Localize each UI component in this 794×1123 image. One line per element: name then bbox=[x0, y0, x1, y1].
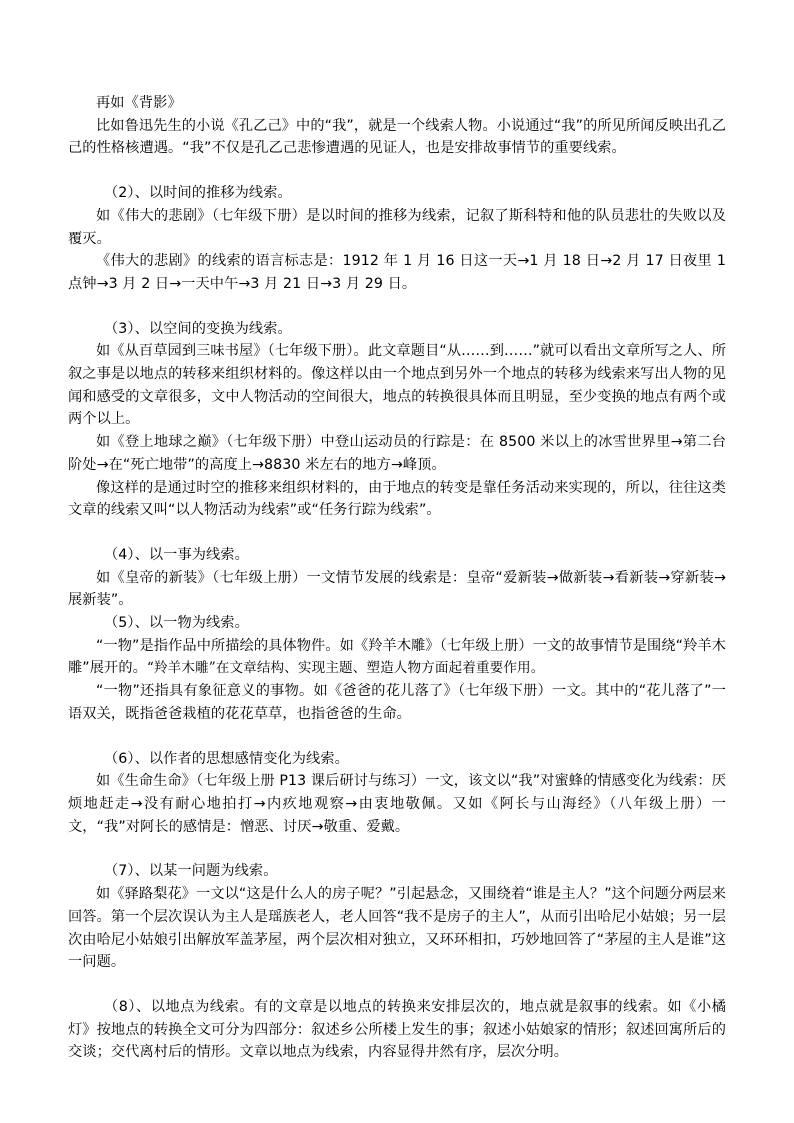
paragraph-yilu-lihua: 如《驿路梨花》一文以“这是什么人的房子呢？”引起悬念，又围绕着“谁是主人？”这个问题分两层来回答。第一个层次误认为主人是瑶族老人，老人回答“我不是房子的主人”，从而引出哈尼小姑娘；另一层次由哈尼小姑娘引出解放军盖茅屋，两个层次相对独立，又环环相扣，巧妙地回答了“茅屋的主人是谁”这一问题。 bbox=[68, 886, 726, 971]
section-heading-2: （2）、以时间的推移为线索。 bbox=[104, 185, 292, 202]
paragraph-diqiu-zhidian: 如《登上地球之巅》（七年级下册）中登山运动员的行踪是：在 8500 米以上的冰雪世界里→第二台阶处→在“死亡地带”的高度上→8830 米左右的地方→峰顶。 bbox=[68, 434, 726, 473]
section-heading-7: （7）、以某一问题为线索。 bbox=[104, 863, 278, 880]
paragraph-language-markers: 《伟大的悲剧》的线索的语言标志是：1912 年 1 月 16 日这一天→1 月 18 日→2 月 17 日夜里 1 点钟→3 月 2 日→一天中午→3 月 21 日→3 月 29 日。 bbox=[68, 253, 726, 292]
paragraph-baicaoyuan: 如《从百草园到三味书屋》（七年级下册）。此文章题目“从……到……”就可以看出文章所写之人、所叙之事是以地点的转移来组织材料的。像这样以由一个地点到另外一个地点的转移为线索来写出人物的见闻和感受的文章很多，文中人物活动的空间很大，地点的转换很具体而且明显，至少变换的地点有两个或两个以上。 bbox=[68, 343, 726, 428]
paragraph-huaer-luole: “一物”还指具有象征意义的事物。如《爸爸的花儿落了》（七年级下册）一文。其中的“花儿落了”一语双关，既指爸爸栽植的花花草草，也指爸爸的生命。 bbox=[68, 683, 726, 722]
section-heading-6: （6）、以作者的思想感情变化为线索。 bbox=[104, 750, 349, 767]
paragraph-beiying: 再如《背影》 bbox=[96, 95, 182, 111]
paragraph-section-8: （8）、以地点为线索。有的文章是以地点的转换来安排层次的，地点就是叙事的线索。如《小橘灯》按地点的转换全文可分为四部分：叙述乡公所楼上发生的事；叙述小姑娘家的情形；叙述回寓所后的交谈；交代离村后的情形。文章以地点为线索，内容显得井然有序，层次分明。 bbox=[68, 998, 726, 1061]
paragraph-huangdi-xinzhuang: 如《皇帝的新装》（七年级上册）一文情节发展的线索是：皇帝“爱新装→做新装→看新装→穿新装→展新装”。 bbox=[68, 569, 726, 609]
section-heading-3: （3）、以空间的变换为线索。 bbox=[104, 320, 292, 337]
paragraph-lingyang-mudiao bbox=[68, 635, 726, 680]
spacer bbox=[68, 160, 726, 182]
paragraph-lingyang-part1: “一物”是指作品中所描绘的具体物件。如《羚羊木雕》（七年级上册）一文的故事情节是围绕“羚羊木雕”展开的。 bbox=[68, 637, 726, 677]
section-heading-4: （4）、以一事为线索。 bbox=[104, 546, 249, 563]
document-body bbox=[68, 92, 726, 1064]
spacer bbox=[68, 296, 726, 318]
paragraph-kongyiji: 比如鲁迅先生的小说《孔乙己》中的“我”，就是一个线索人物。小说通过“我”的所见所闻反映出孔乙己的性格核遭遇。“我”不仅是孔乙己悲惨遭遇的见证人，也是安排故事情节的重要线索。 bbox=[68, 117, 726, 157]
spacer bbox=[68, 726, 726, 748]
paragraph-weida-beiju: 如《伟大的悲剧》（七年级下册）是以时间的推移为线索，记叙了斯科特和他的队员悲壮的失败以及覆灭。 bbox=[68, 207, 726, 247]
spacer bbox=[68, 522, 726, 544]
spacer bbox=[68, 838, 726, 860]
spacer bbox=[68, 974, 726, 996]
paragraph-renwu-huodong: 像这样的是通过时空的推移来组织材料的，由于地点的转变是靠任务活动来实现的，所以，往往这类文章的线索又叫“以人物活动为线索”或“任务行踪为线索”。 bbox=[68, 479, 726, 519]
section-heading-5: （5）、以一物为线索。 bbox=[104, 615, 249, 632]
paragraph-shengming: 如《生命生命》（七年级上册 P13 课后研讨与练习）一文，该文以“我”对蜜蜂的情感变化为线索：厌烦地赶走→没有耐心地拍打→内疚地观察→由衷地敬佩。又如《阿长与山海经》（八年级上册）一文，“我”对阿长的感情是：憎恶、讨厌→敬重、爱戴。 bbox=[68, 773, 726, 835]
paragraph-lingyang-part2: “羚羊木雕”在文章结构、实现主题、塑造人物方面起着重要作用。 bbox=[146, 660, 545, 677]
